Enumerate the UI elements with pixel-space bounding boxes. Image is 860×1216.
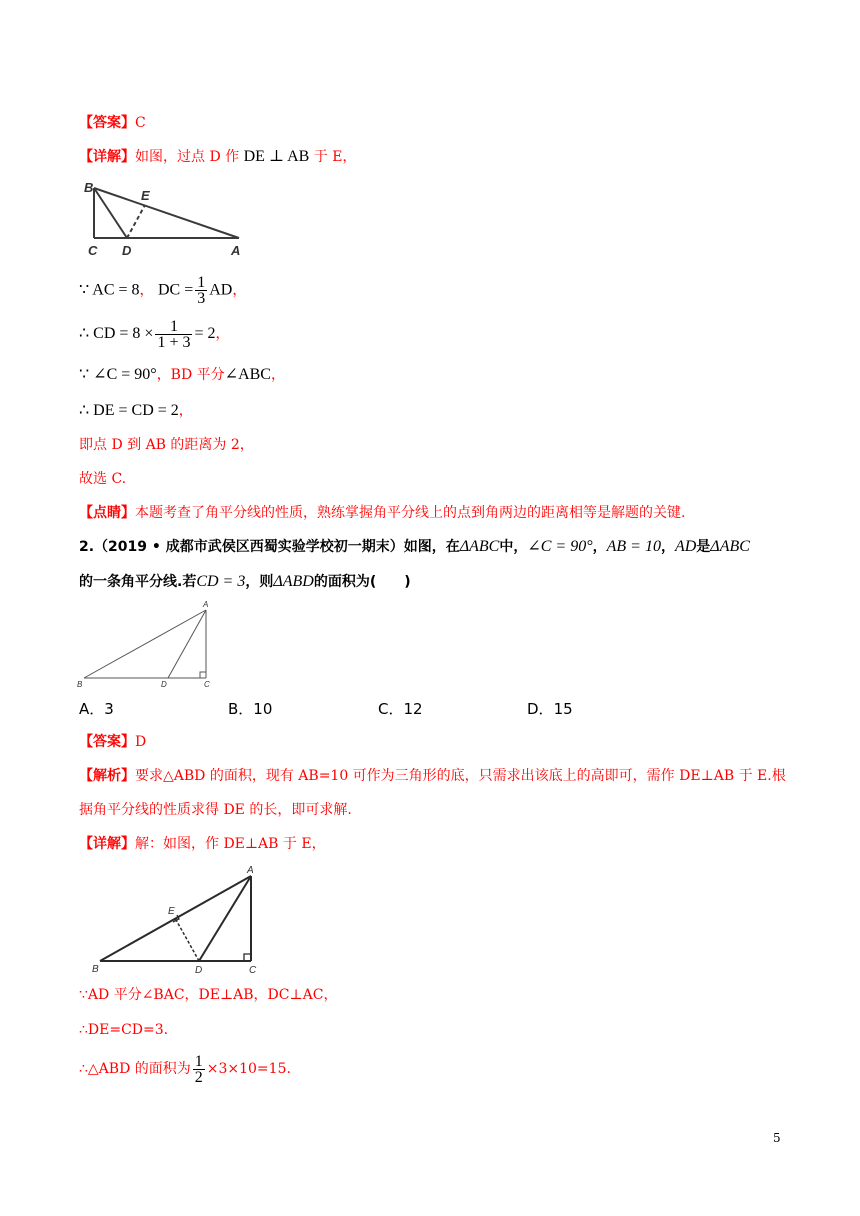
option-letter: B．	[228, 700, 254, 718]
q1-label-B: B	[84, 180, 94, 195]
q2-triangle-abc-2: ΔABC	[710, 538, 750, 555]
option-value: 15	[553, 700, 573, 718]
option-d[interactable]	[527, 698, 573, 719]
analysis-text-1: 要求△ABD 的面积，现有 AB=10 可作为三角形的底，只需求出该底上的高即可，需作 DE⊥AB 于 E.根	[135, 768, 786, 784]
comment-tag: 【点睛】	[79, 505, 135, 521]
answer-tag: 【答案】	[79, 734, 135, 750]
q1-step-6: 故选 C.	[79, 471, 127, 487]
q2-stem-line-2	[79, 572, 411, 592]
q2-text-bisector: 的一条角平分线.若	[79, 574, 197, 590]
q1-step-2	[79, 317, 230, 351]
option-value: 3	[104, 700, 114, 718]
q1-label-C: C	[88, 243, 98, 258]
q2-sol-label-A: A	[247, 865, 254, 876]
q2-sol-label-E: E	[168, 906, 175, 917]
denominator: 3	[197, 290, 206, 307]
q2-stem-line-1	[79, 537, 750, 557]
q1-step-3	[79, 365, 285, 385]
comma: ，	[270, 367, 285, 383]
option-b[interactable]	[228, 698, 272, 719]
q1-label-A: A	[231, 243, 241, 258]
step2-result: = 2	[194, 325, 216, 342]
q2-label-B: B	[77, 680, 83, 689]
detail-text: 解：如图，作 DE⊥AB 于 E，	[135, 836, 326, 852]
step2-cd: ∴ CD = 8 ×	[79, 325, 154, 342]
numerator: 1	[197, 274, 206, 291]
denominator: 1 + 3	[157, 333, 191, 351]
q2-step-3	[79, 1051, 291, 1087]
q2-analysis-line-1	[79, 766, 786, 786]
q1-detail-line	[79, 147, 356, 167]
option-letter: C．	[378, 700, 404, 718]
option-c[interactable]	[378, 698, 423, 719]
numerator: 1	[155, 319, 192, 335]
q2-figure	[76, 598, 221, 690]
q1-comment-line	[79, 503, 685, 523]
q1-figure	[84, 178, 254, 260]
q2-detail-line	[79, 834, 326, 854]
comment-text: 本题考查了角平分线的性质，熟练掌握角平分线上的点到角两边的距离相等是解题的关键.	[135, 505, 686, 521]
option-letter: A．	[79, 700, 105, 718]
q1-step-4	[79, 401, 193, 421]
q2-step-1: ∵AD 平分∠BAC，DE⊥AB，DC⊥AC，	[79, 987, 338, 1003]
step1-dc: DC =	[158, 281, 194, 299]
q2-triangle-abd: ΔABD	[273, 573, 314, 590]
q2-answer-line	[79, 732, 146, 752]
q2-sol-label-B: B	[92, 964, 99, 975]
q2-label-A: A	[203, 600, 209, 609]
comma: ，	[232, 282, 247, 299]
detail-intro: 如图，过点 D 作	[135, 149, 240, 165]
q2-triangle-abc: ΔABC	[459, 538, 500, 555]
comma: ，	[592, 539, 607, 555]
q1-answer-line	[79, 113, 146, 133]
step4-de-equals-cd: ∴ DE = CD = 2	[79, 402, 179, 419]
numerator: 1	[194, 1052, 203, 1070]
q2-angle-c: ∠C = 90°	[527, 538, 593, 555]
step1-given-ac: ∵ AC = 8	[79, 281, 140, 299]
q1-step-1	[79, 275, 246, 306]
fraction-one-over-four	[155, 319, 192, 350]
comma: ，	[178, 403, 193, 419]
detail-relation: DE ⊥ AB	[243, 148, 310, 165]
step3-result: ×3×10=15.	[206, 1061, 291, 1077]
page-number: 5	[773, 1131, 781, 1145]
q2-source: 2.（2019 • 成都市武侯区西蜀实验学校初一期末）如图，在	[79, 539, 460, 555]
q2-text-then: ，则	[245, 574, 274, 590]
answer-tag: 【答案】	[79, 115, 135, 131]
option-letter: D．	[527, 700, 554, 718]
fraction-one-half	[193, 1054, 205, 1085]
answer-value: C	[135, 115, 146, 131]
analysis-tag: 【解析】	[79, 768, 135, 784]
comma: ，	[660, 539, 675, 555]
q2-sol-label-D: D	[195, 965, 203, 976]
q2-step-2: ∴DE=CD=3.	[79, 1022, 169, 1038]
q2-label-D: D	[161, 680, 167, 689]
q2-text-zhong: 中，	[499, 539, 528, 555]
option-a[interactable]	[79, 698, 114, 719]
comma: ，	[139, 282, 154, 299]
q2-analysis-line-2: 据角平分线的性质求得 DE 的长，即可求解.	[79, 802, 352, 818]
detail-end: 于 E，	[313, 149, 357, 165]
comma: ，	[215, 326, 230, 342]
step3-angle-abc: ∠ABC	[224, 366, 271, 383]
step3-text: ∴△ABD 的面积为	[79, 1061, 191, 1077]
q1-label-E: E	[141, 188, 150, 203]
q2-sol-label-C: C	[249, 965, 257, 976]
q2-text-area: 的面积为( )	[313, 574, 411, 590]
q1-step-5: 即点 D 到 AB 的距离为 2，	[79, 437, 254, 453]
step1-ad: AD	[209, 281, 233, 299]
q2-ab: AB = 10	[606, 538, 661, 555]
step3-bisect: ，BD 平分	[156, 367, 225, 383]
q2-text-shi: 是	[696, 539, 711, 555]
q1-label-D: D	[122, 243, 132, 258]
detail-tag: 【详解】	[79, 149, 135, 165]
fraction-one-third	[195, 275, 207, 306]
q2-label-C: C	[204, 680, 210, 689]
q2-cd: CD = 3	[196, 573, 246, 590]
answer-value: D	[135, 734, 147, 750]
q2-solution-figure	[86, 860, 276, 978]
step3-angle-c: ∵ ∠C = 90°	[79, 366, 157, 383]
option-value: 12	[403, 700, 423, 718]
q2-ad: AD	[674, 538, 697, 555]
denominator: 2	[194, 1068, 203, 1086]
option-value: 10	[253, 700, 273, 718]
detail-tag: 【详解】	[79, 836, 135, 852]
